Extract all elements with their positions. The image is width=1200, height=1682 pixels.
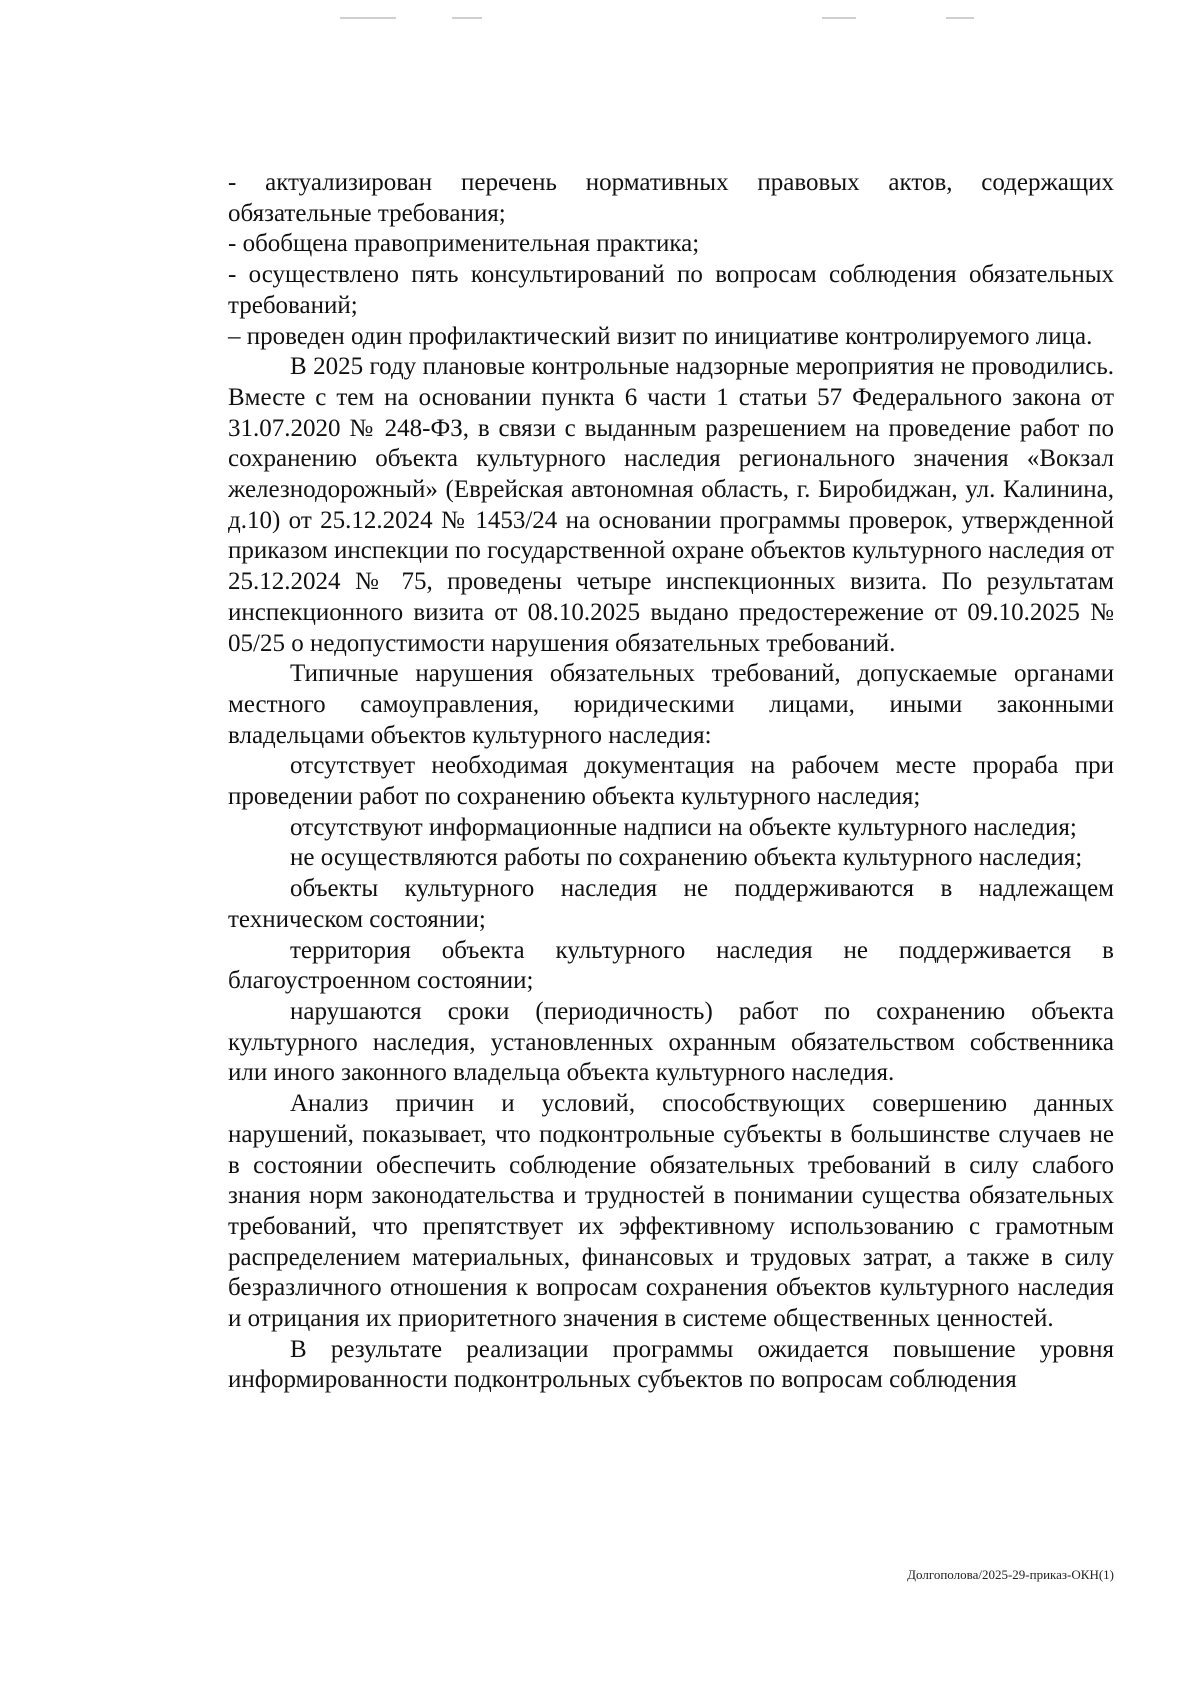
scan-artifact-mark	[340, 17, 396, 19]
violation-item: территория объекта культурного наследия не поддерживается в благоустроенном состоянии;	[228, 936, 1114, 995]
bullet-item: - актуализирован перечень нормативных правовых актов, содержащих обязательные требования;	[228, 169, 1114, 227]
bullet-item: - осуществлено пять консультирований по вопросам соблюдения обязательных требований;	[228, 261, 1114, 319]
body-paragraph: Типичные нарушения обязательных требований, допускаемые органами местного самоуправления, юридическими лицами, иными законными владельцами объектов культурного наследия:	[228, 660, 1114, 749]
violation-item: объекты культурного наследия не поддерживаются в надлежащем техническом состоянии;	[228, 875, 1114, 933]
document-body	[228, 168, 1114, 1396]
violation-item: не осуществляются работы по сохранению объекта культурного наследия;	[290, 844, 1083, 872]
violation-item: отсутствуют информационные надписи на объекте культурного наследия;	[290, 813, 1077, 841]
scan-artifact-mark	[452, 17, 482, 19]
violation-item: нарушаются сроки (периодичность) работ по сохранению объекта культурного наследия, установленных охранным обязательством собственника или иного законного владельца объекта культурного наследия.	[228, 997, 1114, 1087]
body-paragraph: В 2025 году плановые контрольные надзорные мероприятия не проводились. Вместе с тем на основании пункта 6 части 1 статьи 57 Федерального закона от 31.07.2020 № 248-ФЗ, в связи с выданным разрешением на проведение работ по сохранению объекта культурного наследия регионального значения «Вокзал железнодорожный» (Еврейская автономная область, г. Биробиджан, ул. Калинина, д.10) от 25.12.2024 № 1453/24 на основании программы проверок, утвержденной приказом инспекции по государственной охране объектов культурного наследия от 25.12.2024 № 75, проведены четыре инспекционных визита. По результатам инспекционного визита от 08.10.2025 выдано предостережение от 09.10.2025 № 05/25 о недопустимости нарушения обязательных требований.	[228, 353, 1114, 657]
bullet-item: - обобщена правоприменительная практика;	[228, 230, 700, 258]
body-paragraph: Анализ причин и условий, способствующих совершению данных нарушений, показывает, что подконтрольные субъекты в большинстве случаев не в состоянии обеспечить соблюдение обязательных требований в силу слабого знания норм законодательства и трудностей в понимании существа обязательных требований, что препятствует их эффективному использованию с грамотным распределением материальных, финансовых и трудовых затрат, а также в силу безразличного отношения к вопросам сохранения объектов культурного наследия и отрицания их приоритетного значения в системе общественных ценностей.	[228, 1090, 1114, 1333]
body-paragraph: В результате реализации программы ожидается повышение уровня информированности подконтрольных субъектов по вопросам соблюдения	[228, 1335, 1114, 1394]
bullet-item: – проведен один профилактический визит по инициативе контролируемого лица.	[228, 322, 1093, 350]
scan-artifact-mark	[946, 17, 974, 19]
document-footer-reference: Долгополова/2025-29-приказ-ОКН(1)	[907, 1567, 1114, 1582]
violation-item: отсутствует необходимая документация на рабочем месте прораба при проведении работ по сохранению объекта культурного наследия;	[228, 752, 1114, 811]
scan-artifact-mark	[822, 17, 856, 19]
